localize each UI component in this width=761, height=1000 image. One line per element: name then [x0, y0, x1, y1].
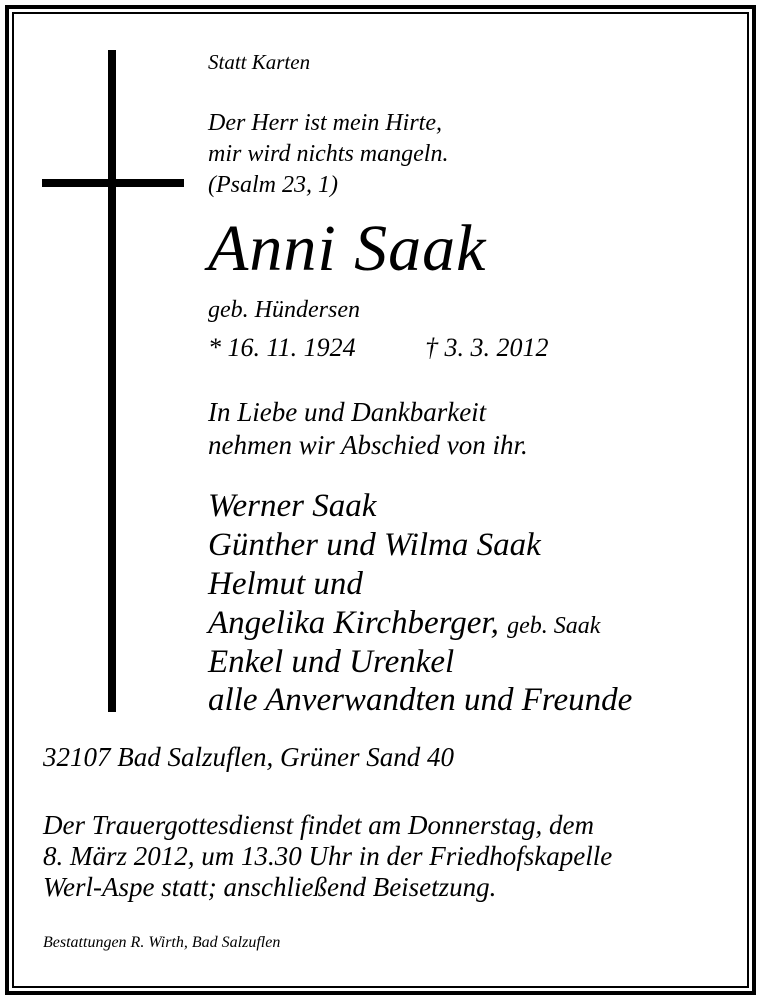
- mourner-line-2: Günther und Wilma Saak: [208, 527, 541, 563]
- statt-karten-note: Statt Karten: [208, 50, 311, 74]
- farewell-line-2: nehmen wir Abschied von ihr.: [208, 430, 528, 460]
- psalm-line-1: Der Herr ist mein Hirte,: [208, 110, 442, 136]
- deceased-name: Anni Saak: [208, 212, 487, 285]
- service-line-1: Der Trauergottesdienst findet am Donnerstag, dem: [43, 810, 594, 840]
- mourner-line-6: alle Anverwandten und Freunde: [208, 682, 633, 718]
- mourner-line-1: Werner Saak: [208, 488, 377, 524]
- mourner-line-4: [208, 607, 600, 640]
- address: 32107 Bad Salzuflen, Grüner Sand 40: [43, 742, 454, 772]
- service-line-3: Werl-Aspe statt; anschließend Beisetzung.: [43, 872, 497, 902]
- undertaker-credit: Bestattungen R. Wirth, Bad Salzuflen: [43, 934, 281, 951]
- maiden-name: geb. Hündersen: [208, 297, 360, 323]
- birth-date: * 16. 11. 1924: [208, 333, 356, 362]
- psalm-line-2: mir wird nichts mangeln.: [208, 141, 449, 167]
- death-date: † 3. 3. 2012: [425, 333, 549, 362]
- psalm-reference: (Psalm 23, 1): [208, 172, 338, 198]
- mourner-line-5: Enkel und Urenkel: [208, 644, 455, 680]
- cross-icon-bar: [42, 179, 184, 187]
- farewell-line-1: In Liebe und Dankbarkeit: [208, 397, 487, 427]
- service-line-2: 8. März 2012, um 13.30 Uhr in der Friedhofskapelle: [43, 841, 613, 871]
- mourner-line-4-name: Angelika Kirchberger,: [208, 605, 499, 641]
- mourner-line-3: Helmut und: [208, 566, 363, 602]
- cross-icon: [108, 50, 116, 712]
- mourner-line-4-maiden: geb. Saak: [507, 613, 601, 639]
